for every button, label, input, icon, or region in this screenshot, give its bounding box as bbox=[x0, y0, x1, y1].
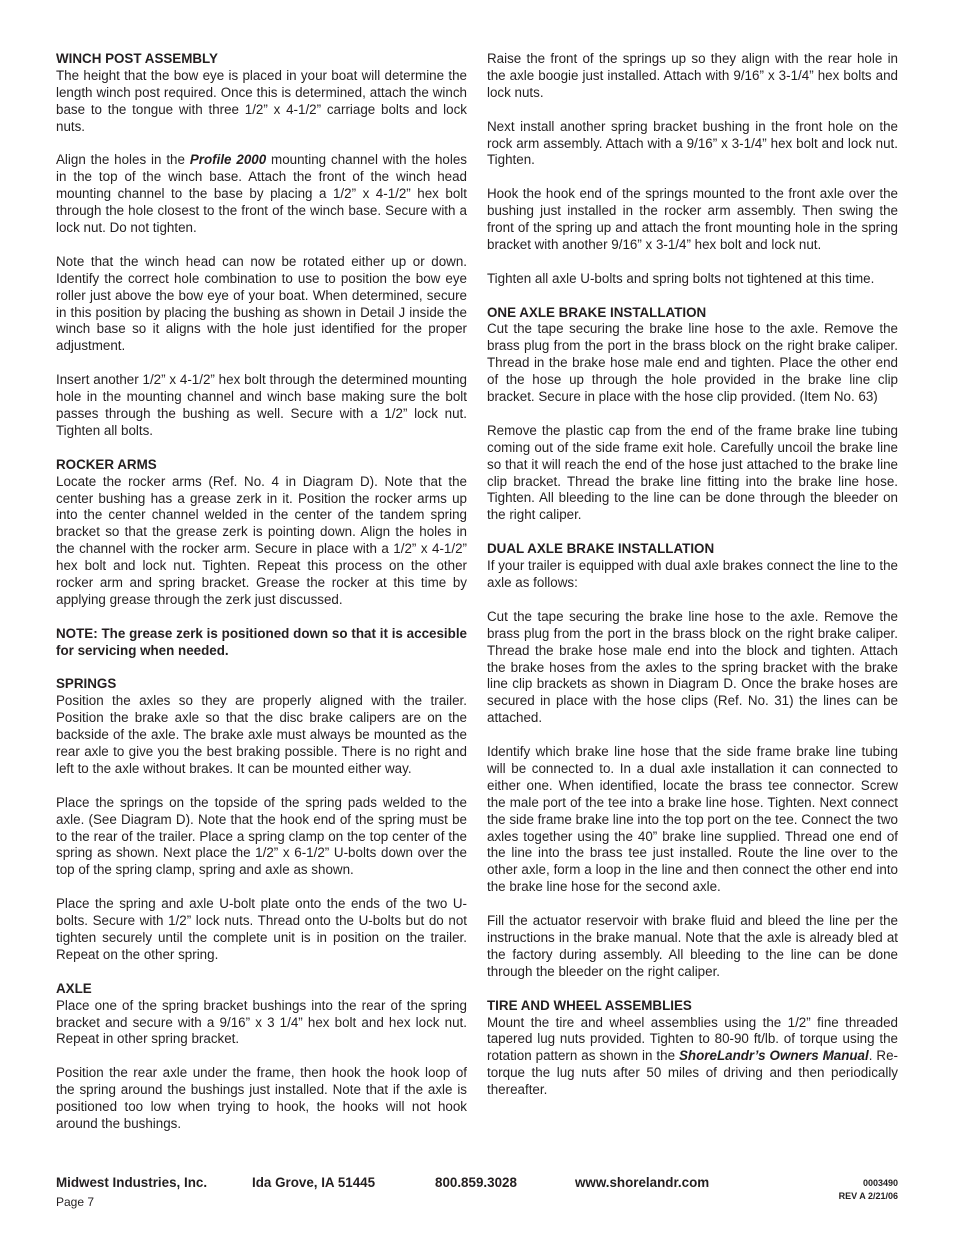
section-rocker-arms bbox=[56, 457, 467, 660]
page-number: Page 7 bbox=[56, 1195, 95, 1209]
paragraph: Place the springs on the topside of the spring pads welded to the axle. (See Diagram D). Note that the hook end of the spring must be to the rear of the trailer. Place a spring clamp on the top center of the spring as shown. Next place the 1/2” x 6-1/2” U-bolts down over the top of the spring clamp, spring and axle as shown. bbox=[56, 794, 467, 878]
paragraph: Next install another spring bracket bushing in the front hole on the rock arm assembly. Attach with a 9/16” x 3-1/4” hex bolt and lock nut. Tighten. bbox=[487, 118, 898, 168]
paragraph: Cut the tape securing the brake line hose to the axle. Remove the brass plug from the port in the brass block on the right brake caliper. Thread the brake hose male end into the block and tighten. Attach the brake hoses from the axles to the spring bracket with the brake line clip brackets as shown in Diagram D. Once the brake hoses are secured in place with the hose clips (Ref. No. 31) the lines can be attached. bbox=[487, 608, 898, 726]
section-heading: ROCKER ARMS bbox=[56, 456, 157, 472]
section-heading: SPRINGS bbox=[56, 676, 117, 692]
footer-website: www.shorelandr.com bbox=[575, 1175, 710, 1190]
paragraph: If your trailer is equipped with dual axle brakes connect the line to the axle as follows: bbox=[487, 558, 898, 590]
paragraph: Tighten all axle U-bolts and spring bolts not tightened at this time. bbox=[487, 270, 875, 286]
footer-city: Ida Grove, IA 51445 bbox=[252, 1175, 376, 1190]
section-axle bbox=[56, 981, 467, 1133]
section-heading: ONE AXLE BRAKE INSTALLATION bbox=[487, 304, 707, 320]
paragraph: Raise the front of the springs up so they align with the rear hole in the axle boogie just installed. Attach with 9/16” x 3-1/4” hex bolts and lock nuts. bbox=[487, 51, 898, 100]
section-springs bbox=[56, 676, 467, 963]
section-one-axle-brake bbox=[487, 305, 898, 525]
paragraph: Position the axles so they are properly aligned with the trailer. Position the brake axle so that the disc brake calipers are on the backside of the axle. The brake axle must always be mounted as the rear axle to give you the best braking possible. There is no right and left to the axle without brakes. It can be mounted either way. bbox=[56, 693, 467, 776]
paragraph: Fill the actuator reservoir with brake fluid and bleed the line per the instructions in the brake manual. Note that the axle is already bled at the factory during assembly. All bleeding to the line can be done through the bleeder on the right caliper. bbox=[487, 913, 898, 979]
section-heading: WINCH POST ASSEMBLY bbox=[56, 51, 218, 66]
paragraph: Place the spring and axle U-bolt plate onto the ends of the two U-bolts. Secure with 1/2” lock nuts. Thread onto the U-bolts but do not tighten securely until the complete unit is in position on the trailer. Repeat on the other spring. bbox=[56, 896, 467, 962]
paragraph: Align the holes in the Profile 2000 mounting channel with the holes in the top of the winch base. Attach the front of the winch head mounting channel to the base by placing a 1/2” x 4-1/2” hex bolt through the hole closest to the front of the winch base. Secure with a lock nut. Do not tighten. bbox=[56, 152, 467, 236]
paragraph: Hook the hook end of the springs mounted to the front axle over the bushing just installed in the rocker arm assembly. Then swing the front of the spring up and attach the front mounting hole in the spring bracket with another 9/16” x 3-1/4” hex bolt and lock nut. bbox=[487, 186, 898, 252]
footer-phone: 800.859.3028 bbox=[435, 1175, 517, 1190]
paragraph: Note that the winch head can now be rotated either up or down. Identify the correct hole combination to use to position the bow eye roller just above the bow eye of your boat. When determined, secure in this position by placing the bushing as shown in Detail J inside the winch base so it aligns with the hole just identified for the proper adjustment. bbox=[56, 253, 467, 354]
paragraph: The height that the bow eye is placed in your boat will determine the length winch post required. Once this is determined, attach the winch base to the tongue with three 1/2” x 4-1/2” carriage bolts and lock nuts. bbox=[56, 67, 467, 134]
paragraph: Locate the rocker arms (Ref. No. 4 in Diagram D). Note that the center bushing has a grease zerk in it. Position the rocker arms up into the center channel welded in the center of the tandem spring bracket so that the grease zerk is pointing down. Align the holes in the channel with the rocker arm. Secure in place with a 1/2” x 4-1/2” hex bolt and lock nut. Tighten. Repeat this process on the other rocker arm and spring bracket. Grease the rocker at this time by applying grease through the zerk just discussed. bbox=[56, 473, 467, 607]
section-axle-continued bbox=[487, 51, 898, 288]
section-heading: TIRE AND WHEEL ASSEMBLIES bbox=[487, 997, 692, 1013]
left-column bbox=[56, 51, 467, 1150]
section-winch-post bbox=[56, 51, 467, 440]
product-name: Profile 2000 bbox=[189, 152, 267, 168]
paragraph: Insert another 1/2” x 4-1/2” hex bolt through the determined mounting hole in the mounting channel and winch base making sure the bolt passes through the bushing as well. Secure with a 1/2” lock nut. Tighten all bolts. bbox=[56, 372, 467, 438]
footer-doc-number: 0003490 bbox=[862, 1178, 898, 1188]
paragraph: Cut the tape securing the brake line hose to the axle. Remove the brass plug from the port in the brass block on the right brake caliper. Thread in the brake hose male end and tighten. Place the other end of the hose up through the hole provided in the brake line clip bracket. Secure in place with the hose clip provided. (Item No. 63) bbox=[487, 321, 898, 405]
footer-revision: REV A 2/21/06 bbox=[838, 1191, 898, 1201]
footer-company: Midwest Industries, Inc. bbox=[56, 1175, 208, 1190]
page-footer bbox=[56, 1175, 898, 1209]
section-dual-axle-brake bbox=[487, 541, 898, 981]
right-column bbox=[487, 51, 898, 1116]
paragraph: Identify which brake line hose that the side frame brake line tubing will be connected to. In a dual axle installation it can connected to either one. When identified, locate the brass tee connector. Screw the male port of the tee into a brake line hose. Tighten. Next connect the side frame brake line into the top port on the tee. Connect the two axles together using the 40” brake line supplied. Thread one end of the line into the brass tee just installed. Route the line over to the other axle, form a loop in the line and then connect the other end into the brake line hose for the second axle. bbox=[487, 744, 898, 895]
manual-title: ShoreLandr’s Owners Manual bbox=[679, 1048, 869, 1064]
note-paragraph: NOTE: The grease zerk is positioned down so that it is accesible for servicing when needed. bbox=[56, 625, 467, 658]
section-heading: DUAL AXLE BRAKE INSTALLATION bbox=[487, 541, 715, 557]
paragraph: Place one of the spring bracket bushings into the rear of the spring bracket and secure with a 9/16” x 3 1/4” hex bolt and hex lock nut. Repeat in other spring bracket. bbox=[56, 997, 467, 1047]
paragraph: Remove the plastic cap from the end of the frame brake line tubing coming out of the side frame exit hole. Carefully uncoil the brake line so that it will reach the end of the hose just attached to the brake line clip bracket. Thread the brake line fitting into the brake line hose. Tighten. All bleeding to the line can be done through the bleeder on the right caliper. bbox=[487, 422, 898, 523]
section-tire-wheel bbox=[487, 998, 898, 1099]
section-heading: AXLE bbox=[56, 980, 92, 996]
paragraph: Position the rear axle under the frame, then hook the hook loop of the spring around the bushings just installed. Note that if the axle is positioned too low when trying to hook, the hooks will not hook around the bushings. bbox=[56, 1065, 467, 1131]
paragraph: Mount the tire and wheel assemblies using the 1/2” fine threaded tapered lug nuts provided. Tighten to 80-90 ft/lb. of torque using the rotation pattern as shown in the ShoreLandr’s Owners Manual. Re-torque the lug nuts after 50 miles of driving and then periodically thereafter. bbox=[487, 1014, 898, 1098]
